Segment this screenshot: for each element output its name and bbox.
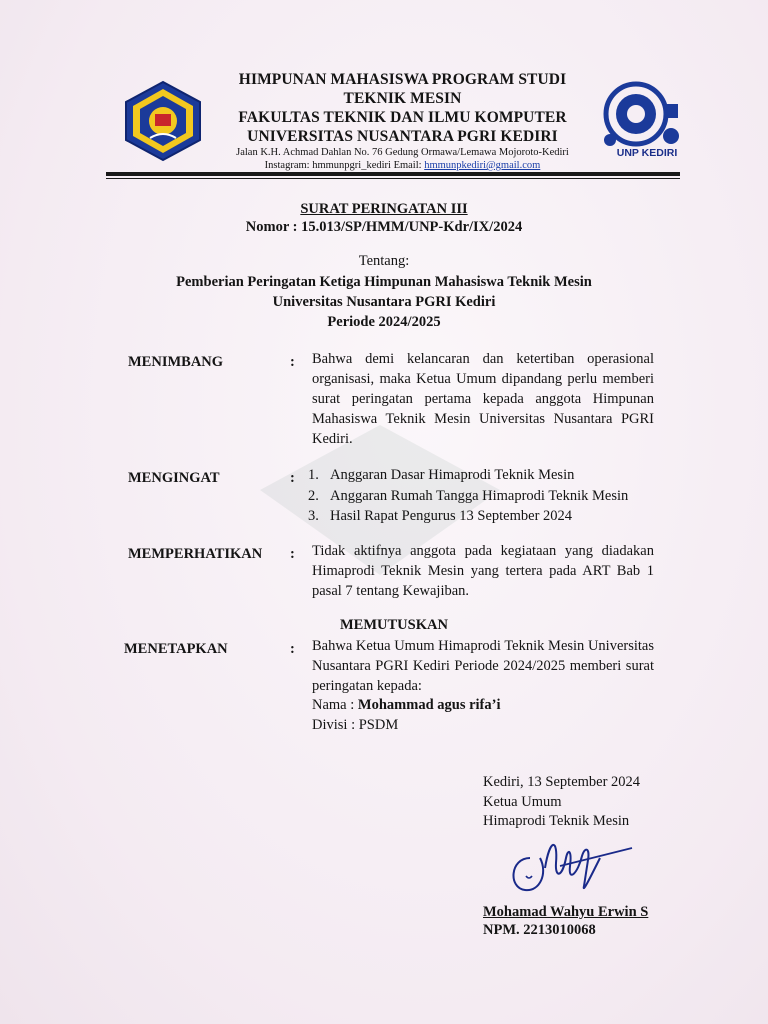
letterhead <box>215 70 590 172</box>
nama-line: Nama : Mohammad agus rifa’i <box>312 697 501 713</box>
subject-line-3: Periode 2024/2025 <box>327 314 441 330</box>
memperhatikan-text: Tidak aktifnya anggota pada kegiataan yang diadakan Himaprodi Teknik Mesin yang tertera pada ART Bab 1 pasal 7 tentang Kewajiban. <box>312 543 654 599</box>
handwritten-signature <box>500 828 640 903</box>
signer-name: Mohamad Wahyu Erwin S <box>483 904 649 920</box>
mengingat-list <box>308 465 628 527</box>
faculty-name: FAKULTAS TEKNIK DAN ILMU KOMPUTER <box>238 109 567 126</box>
university-logo <box>122 80 204 162</box>
header-divider-thin <box>106 178 680 179</box>
subject-line-2: Universitas Nusantara PGRI Kediri <box>272 294 496 310</box>
signer-organization: Himaprodi Teknik Mesin <box>483 813 630 829</box>
contact-line: Instagram: hmmunpgri_kediri Email: hmmunpkediri@gmail.com <box>264 160 541 171</box>
letter-title: SURAT PERINGATAN III <box>300 201 468 217</box>
menetapkan-text: Bahwa Ketua Umum Himaprodi Teknik Mesin Universitas Nusantara PGRI Kediri Periode 2024/2025 memberi surat peringatan kepada: <box>312 638 654 694</box>
memperhatikan-label: MEMPERHATIKAN <box>128 546 263 562</box>
email-link[interactable]: hmmunpkediri@gmail.com <box>424 160 541 171</box>
list-item: 3. Hasil Rapat Pengurus 13 September 2024 <box>308 508 573 524</box>
tentang-label: Tentang: <box>358 253 410 269</box>
letter-number: Nomor : 15.013/SP/HMM/UNP-Kdr/IX/2024 <box>245 219 523 235</box>
signer-npm: NPM. 2213010068 <box>483 922 596 938</box>
menimbang-text: Bahwa demi kelancaran dan ketertiban operasional organisasi, maka Ketua Umum dipandang perlu memberi surat peringatan pertama kepada anggota Himpunan Mahasiswa Teknik Mesin Universitas Nusantara PGRI Kediri. <box>312 351 654 447</box>
divisi-line: Divisi : PSDM <box>312 717 399 733</box>
list-item: 2. Anggaran Rumah Tangga Himaprodi Teknik Mesin <box>308 487 629 504</box>
unp-kediri-label: UNP KEDIRI <box>616 147 678 159</box>
colon: : <box>290 546 295 562</box>
colon: : <box>290 641 295 657</box>
recipient-name: Mohammad agus rifa’i <box>357 697 501 713</box>
colon: : <box>290 354 295 370</box>
memutuskan-heading: MEMUTUSKAN <box>340 617 448 633</box>
subject-line-1: Pemberian Peringatan Ketiga Himpunan Mahasiswa Teknik Mesin <box>176 274 592 290</box>
address: Jalan K.H. Achmad Dahlan No. 76 Gedung Ormawa/Lemawa Mojoroto-Kediri <box>236 147 569 158</box>
org-name: HIMPUNAN MAHASISWA PROGRAM STUDI <box>238 71 567 88</box>
place-date: Kediri, 13 September 2024 <box>483 774 641 790</box>
program-name: TEKNIK MESIN <box>343 90 462 107</box>
colon: : <box>290 470 295 486</box>
menimbang-label: MENIMBANG <box>128 354 224 370</box>
university-name: UNIVERSITAS NUSANTARA PGRI KEDIRI <box>247 128 558 145</box>
signer-role: Ketua Umum <box>483 794 562 810</box>
list-item: 1. Anggaran Dasar Himaprodi Teknik Mesin <box>308 467 575 483</box>
header-divider <box>106 172 680 176</box>
mengingat-label: MENGINGAT <box>128 470 220 486</box>
menetapkan-label: MENETAPKAN <box>124 641 228 657</box>
